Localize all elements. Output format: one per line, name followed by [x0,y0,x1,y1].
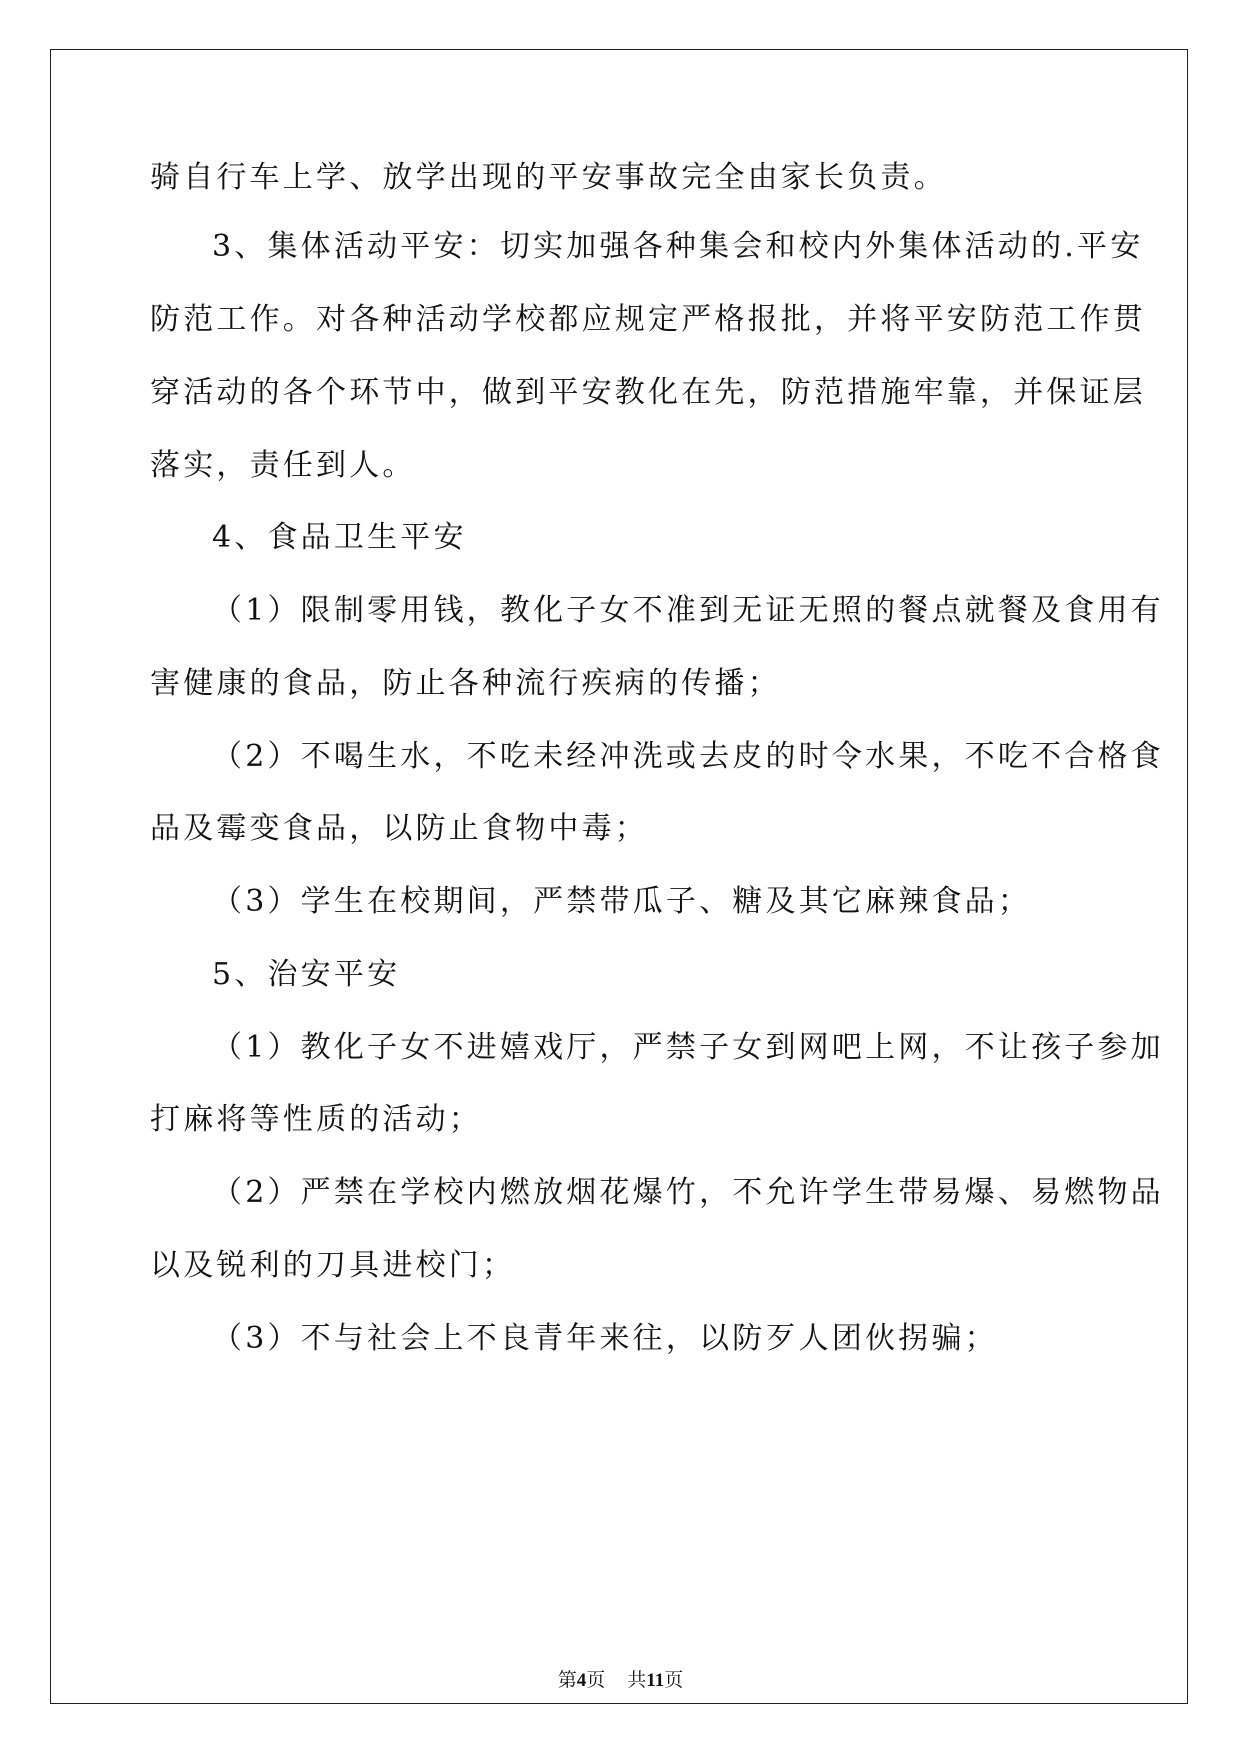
body-line-6: 4、食品卫生平安 [212,520,467,555]
body-line-16: 以及锐利的刀具进校门； [150,1248,516,1283]
body-line-7: （1）限制零用钱，教化子女不准到无证无照的餐点就餐及食用有 [212,593,1164,628]
body-line-12: 5、治安平安 [212,957,401,992]
footer-total-prefix: 共 [627,1669,647,1691]
body-line-13: （1）教化子女不进嬉戏厅，严禁子女到网吧上网，不让孩子参加 [212,1030,1164,1065]
body-line-2: 3、集体活动平安：切实加强各种集会和校内外集体活动的.平安 [212,229,1144,264]
body-line-14: 打麻将等性质的活动； [150,1102,482,1137]
page-footer [0,1668,1241,1693]
footer-page-prefix: 第 [557,1669,577,1691]
body-line-4: 穿活动的各个环节中，做到平安教化在先，防范措施牢靠，并保证层 [150,375,1146,410]
footer-page-suffix: 页 [586,1669,606,1691]
body-line-5: 落实，责任到人。 [150,448,416,483]
page-border [50,49,1188,1704]
footer-total-pages: 11 [646,1670,665,1691]
body-line-8: 害健康的食品，防止各种流行疾病的传播； [150,666,781,701]
body-line-15: （2）严禁在学校内燃放烟花爆竹，不允许学生带易爆、易燃物品 [212,1175,1164,1210]
footer-page-number: 4 [576,1670,587,1691]
body-line-9: （2）不喝生水，不吃未经冲洗或去皮的时令水果，不吃不合格食 [212,739,1164,774]
body-line-17: （3）不与社会上不良青年来往，以防歹人团伙拐骗； [212,1321,998,1356]
body-line-3: 防范工作。对各种活动学校都应规定严格报批，并将平安防范工作贯 [150,302,1146,337]
footer-total-suffix: 页 [664,1669,684,1691]
body-line-11: （3）学生在校期间，严禁带瓜子、糖及其它麻辣食品； [212,884,1032,919]
body-line-1: 骑自行车上学、放学出现的平安事故完全由家长负责。 [150,160,947,195]
body-line-10: 品及霉变食品，以防止食物中毒； [150,811,648,846]
